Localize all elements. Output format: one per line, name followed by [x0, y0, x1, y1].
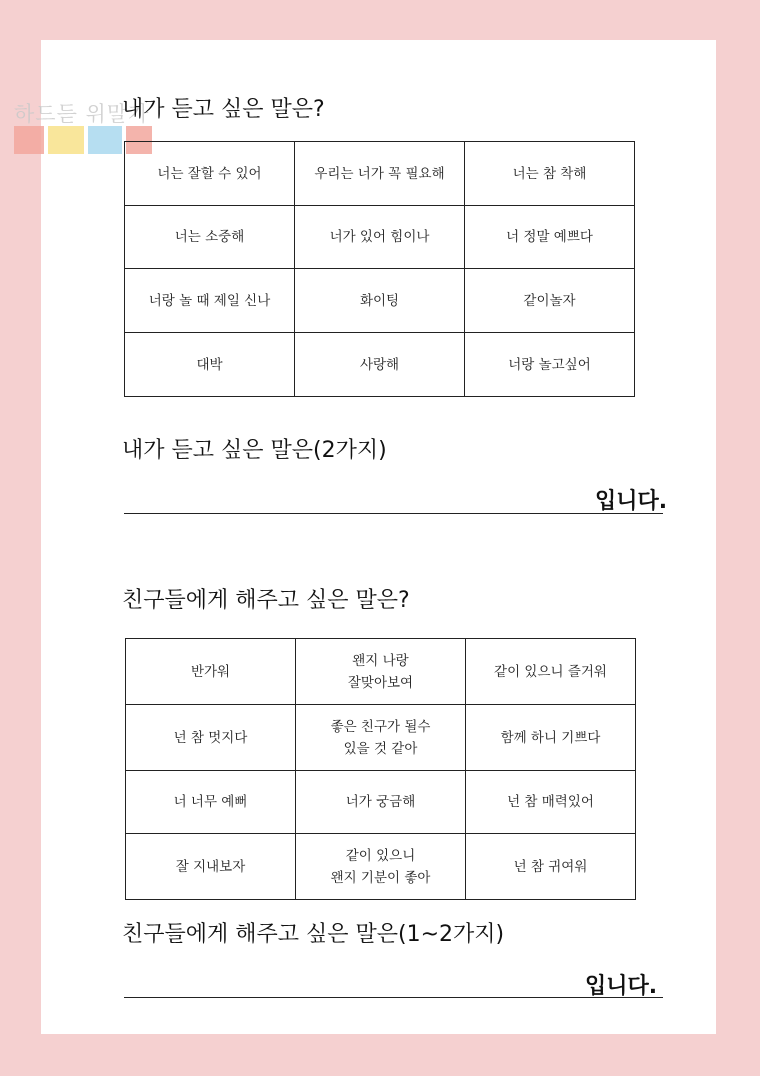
table-row	[126, 639, 636, 705]
section1-answer-line[interactable]	[124, 513, 663, 514]
section1-answer-suffix: 입니다.	[595, 489, 668, 514]
phrase-cell: 같이 있으니 왠지 기분이 좋아	[296, 834, 466, 900]
phrase-cell: 넌 참 귀여워	[466, 834, 636, 900]
phrase-cell: 같이놀자	[465, 269, 635, 333]
phrase-cell: 좋은 친구가 될수 있을 것 같아	[296, 705, 466, 771]
watermark-block	[88, 126, 122, 154]
phrase-cell: 너랑 놀고싶어	[465, 333, 635, 397]
phrase-cell: 너 정말 예쁘다	[465, 206, 635, 269]
phrase-cell: 반가워	[126, 639, 296, 705]
watermark-block	[14, 126, 44, 154]
watermark-block	[48, 126, 84, 154]
phrase-cell: 너는 참 착해	[465, 142, 635, 206]
section2-answer-suffix: 입니다.	[585, 974, 658, 999]
phrase-cell: 사랑해	[295, 333, 465, 397]
phrase-cell: 너 너무 예뻐	[126, 771, 296, 834]
phrase-cell: 너가 있어 힘이나	[295, 206, 465, 269]
watermark-text: 하드듣 위말가	[14, 102, 150, 126]
table-row	[126, 771, 636, 834]
section1-answer-prompt: 내가 듣고 싶은 말은(2가지)	[122, 438, 387, 463]
phrase-cell: 왠지 나랑 잘맞아보여	[296, 639, 466, 705]
table-row	[125, 142, 635, 206]
phrase-cell: 넌 참 매력있어	[466, 771, 636, 834]
section1-title: 내가 듣고 싶은 말은?	[122, 97, 325, 122]
phrase-cell: 함께 하니 기쁘다	[466, 705, 636, 771]
phrase-cell: 같이 있으니 즐거워	[466, 639, 636, 705]
table-row	[125, 206, 635, 269]
section2-phrase-table	[125, 638, 636, 900]
section2-answer-line[interactable]	[124, 997, 663, 998]
phrase-cell: 우리는 너가 꼭 필요해	[295, 142, 465, 206]
phrase-cell: 너는 소중해	[125, 206, 295, 269]
phrase-cell: 잘 지내보자	[126, 834, 296, 900]
table-row	[125, 333, 635, 397]
phrase-cell: 너랑 놀 때 제일 신나	[125, 269, 295, 333]
section1-phrase-table	[124, 141, 635, 397]
table-row	[126, 834, 636, 900]
table-row	[126, 705, 636, 771]
section2-title: 친구들에게 해주고 싶은 말은?	[122, 588, 410, 613]
phrase-cell: 너가 궁금해	[296, 771, 466, 834]
phrase-cell: 너는 잘할 수 있어	[125, 142, 295, 206]
section2-answer-prompt: 친구들에게 해주고 싶은 말은(1~2가지)	[122, 922, 505, 947]
phrase-cell: 화이팅	[295, 269, 465, 333]
phrase-cell: 대박	[125, 333, 295, 397]
phrase-cell: 넌 참 멋지다	[126, 705, 296, 771]
table-row	[125, 269, 635, 333]
